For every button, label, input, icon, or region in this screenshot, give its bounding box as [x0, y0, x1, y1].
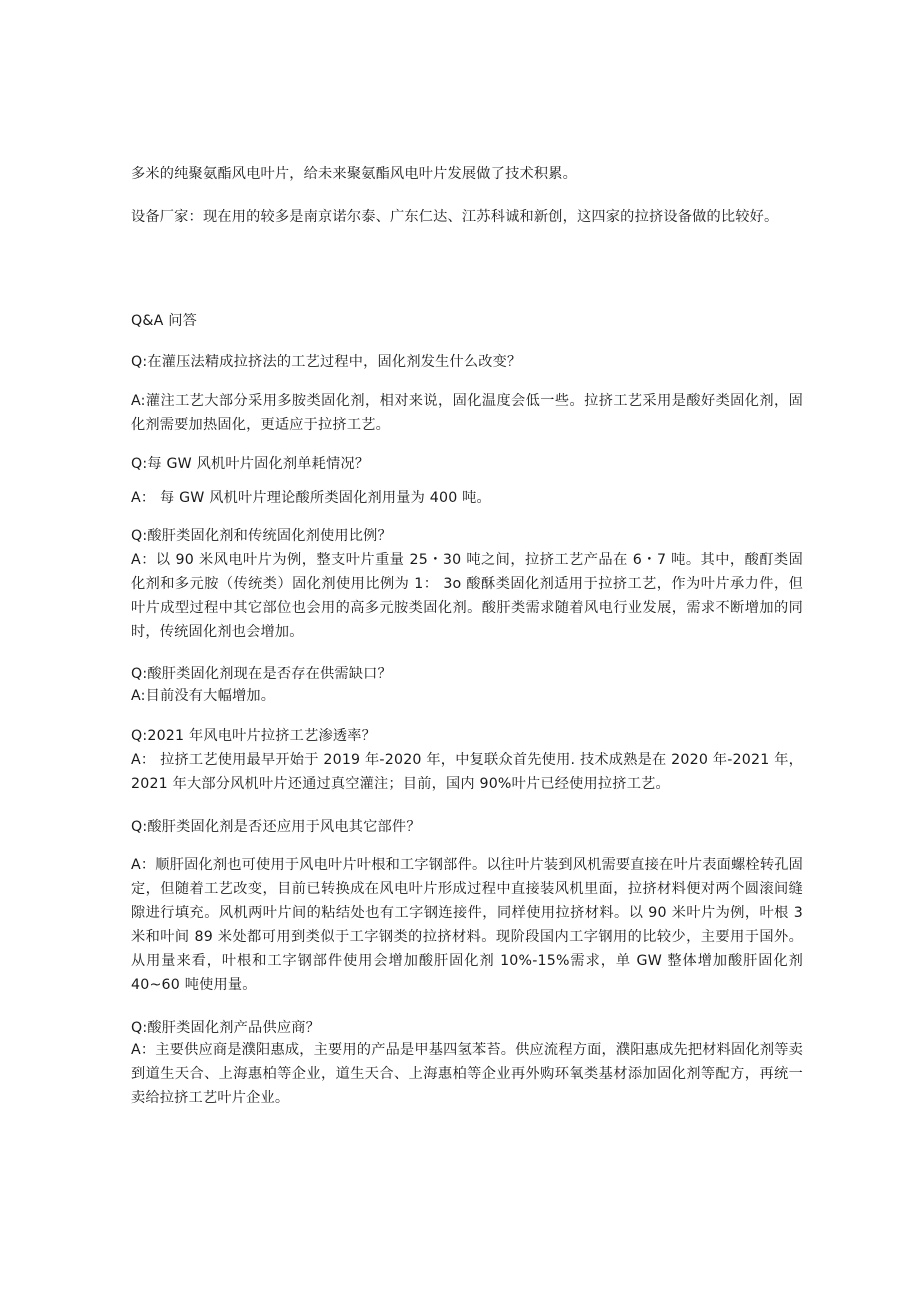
intro-paragraph-1: 多米的纯聚氨酯风电叶片，给未来聚氨酯风电叶片发展做了技术积累。 — [131, 166, 578, 182]
answer-1: A:灌注工艺大部分采用多胺类固化剂，相对来说，固化温度会低一些。拉挤工艺采用是酸好类固化剂，固化剂需要加热固化，更适应于拉挤工艺。 — [131, 393, 803, 433]
answer-4: A:目前没有大幅增加。 — [131, 688, 276, 704]
question-7: Q:酸肝类固化剂产品供应商？ — [131, 1020, 320, 1036]
question-1: Q:在灌压法精成拉挤法的工艺过程中，固化剂发生什么改变？ — [131, 354, 522, 370]
answer-7: A：主要供应商是濮阳惠成，主要用的产品是甲基四氢苯苔。供应流程方面，濮阳惠成先把材料固化剂等卖到道生天合、上海惠柏等企业，道生天合、上海惠柏等企业再外购环氧类基材添加固化剂等配方，再统一卖给拉挤工艺叶片企业。 — [131, 1042, 803, 1106]
answer-5: A： 拉挤工艺使用最早开始于 2019 年-2020 年，中复联众首先使用. 技术成熟是在 2020 年-2021 年，2021 年大部分风机叶片还通过真空灌注；目前，国内 90%叶片已经使用拉挤工艺。 — [131, 752, 803, 792]
question-2: Q:每 GW 风机叶片固化剂单耗情况？ — [131, 456, 370, 472]
question-5: Q:2021 年风电叶片拉挤工艺渗透率？ — [131, 728, 377, 744]
question-6: Q:酸肝类固化剂是否还应用于风电其它部件？ — [131, 819, 421, 835]
question-4: Q:酸肝类固化剂现在是否存在供需缺口？ — [131, 666, 392, 682]
intro-paragraph-2: 设备厂家：现在用的较多是南京诺尔泰、广东仁达、江苏科诚和新创，这四家的拉挤设备做的比较好。 — [131, 209, 779, 225]
question-3: Q:酸肝类固化剂和传统固化剂使用比例？ — [131, 528, 392, 544]
section-title: Q&A 问答 — [131, 313, 198, 329]
answer-6: A：顺肝固化剂也可使用于风电叶片叶根和工字钢部件。以往叶片装到风机需要直接在叶片表面螺栓转孔固定，但随着工艺改变，目前已转换成在风电叶片形成过程中直接装风机里面，拉挤材料便对两个圆滚间缝隙进行填充。风机两叶片间的粘结处也有工字钢连接件，同样使用拉挤材料。以 90 米叶片为例，叶根 3 米和叶间 89 米处都可用到类似于工字钢类的拉挤材料。现阶段国内工字钢用的比较少，主要用于国外。从用量来看，叶根和工字钢部件使用会增加酸肝固化剂 10%-15%需求，单 GW 整体增加酸肝固化剂 40~60 吨使用量。 — [131, 857, 803, 993]
answer-3: A：以 90 米风电叶片为例，整支叶片重量 25・30 吨之间，拉挤工艺产品在 6・7 吨。其中，酸酊类固化剂和多元胺（传统类）固化剂使用比例为 1： 3o 酸酥类固化剂适用于拉挤工艺，作为叶片承力件，但叶片成型过程中其它部位也会用的高多元胺类固化剂。酸肝类需求随着风电行业发展，需求不断增加的同时，传统固化剂也会增加。 — [131, 552, 803, 640]
answer-2: A： 每 GW 风机叶片理论酸所类固化剂用量为 400 吨。 — [131, 490, 491, 506]
